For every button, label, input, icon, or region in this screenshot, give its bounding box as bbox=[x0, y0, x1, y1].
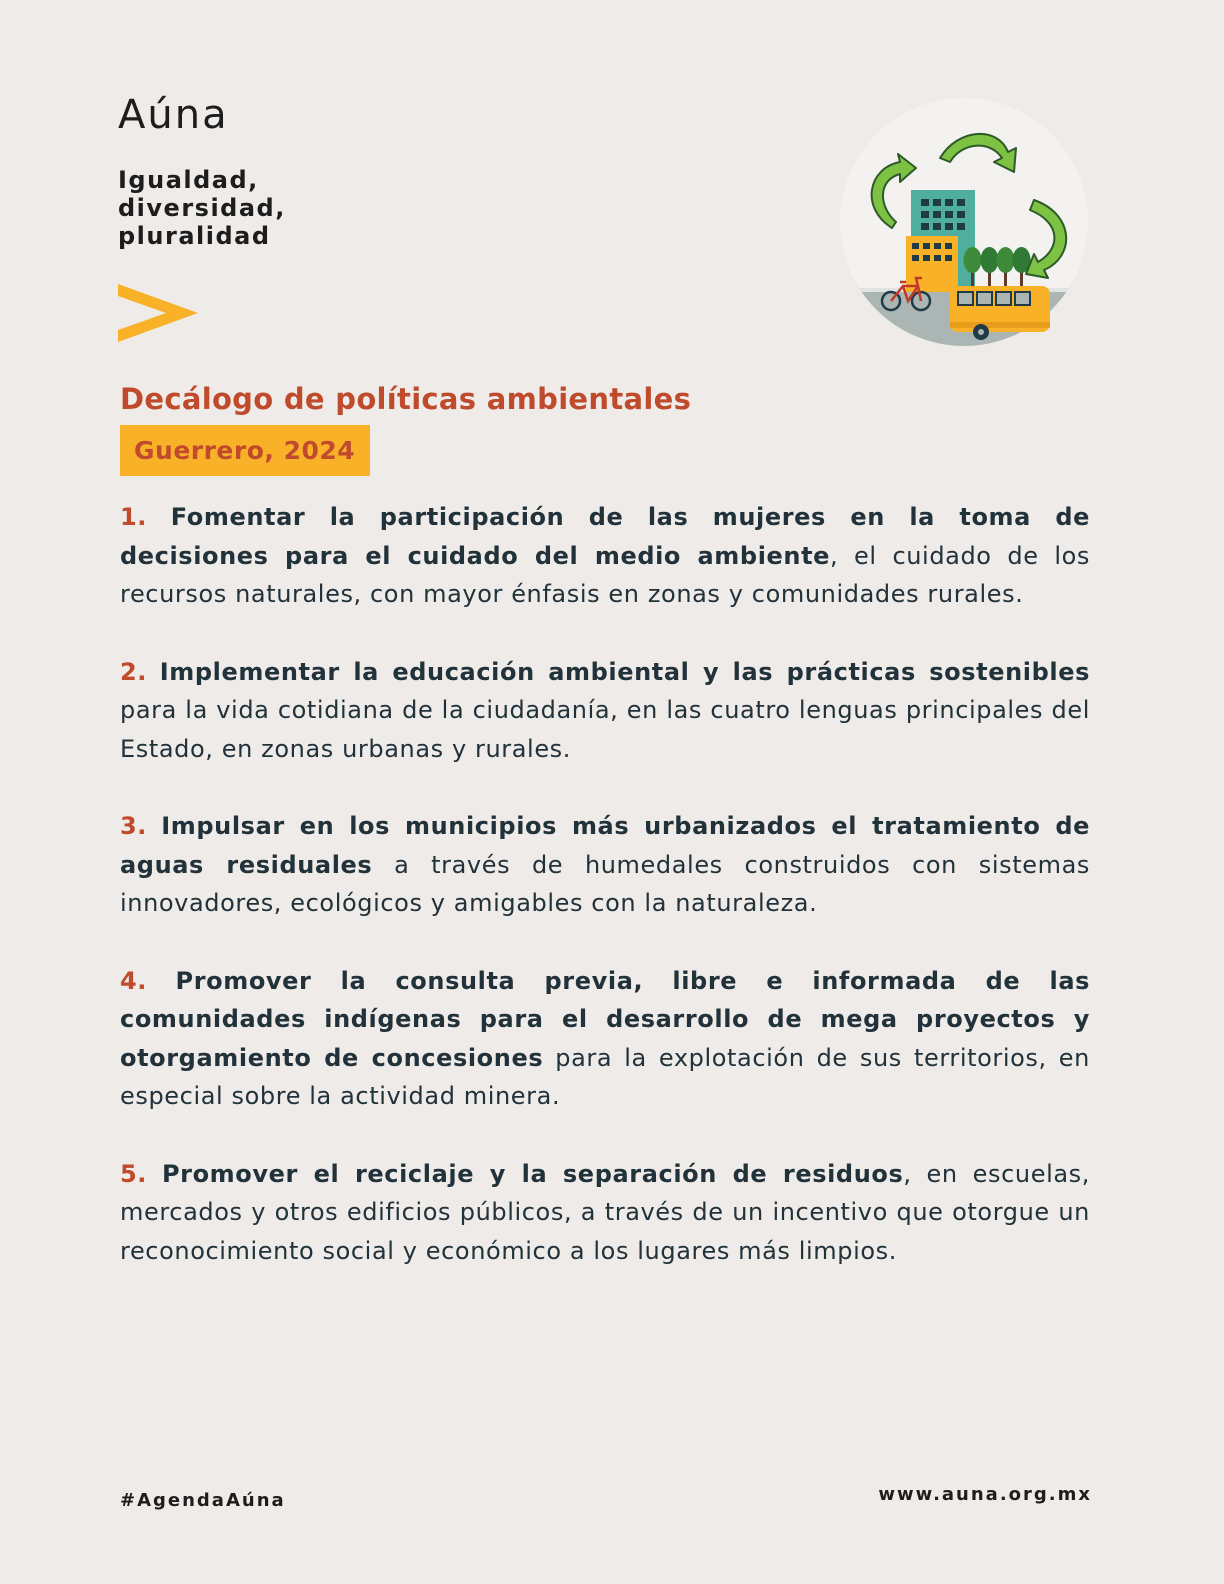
list-item bbox=[120, 962, 1090, 1116]
item-heading: Impulsar en los municipios más urbanizados el tratamiento de aguas residuales bbox=[120, 812, 1090, 879]
footer-hashtag: #AgendaAúna bbox=[120, 1490, 286, 1511]
list-item bbox=[120, 498, 1090, 614]
brand-tagline bbox=[118, 166, 378, 250]
item-number: 4. bbox=[120, 966, 148, 995]
tagline-line: diversidad, bbox=[118, 194, 286, 222]
page-title: Decálogo de políticas ambientales bbox=[120, 382, 692, 416]
item-number: 1. bbox=[120, 503, 148, 531]
item-text: para la explotación de sus territorios, en especial sobre la actividad minera. bbox=[120, 1043, 1090, 1110]
list-item bbox=[120, 807, 1090, 923]
chevron-right-icon bbox=[118, 284, 198, 344]
item-heading: Promover el reciclaje y la separación de residuos bbox=[161, 1159, 904, 1188]
item-text: , en escuelas, mercados y otros edificios públicos, a través de un incentivo que otorgue un reconocimiento social y económico a los lugares más limpios. bbox=[120, 1159, 1090, 1265]
item-text: , el cuidado de los recursos naturales, con mayor énfasis en zonas y comunidades rurales. bbox=[120, 541, 1090, 608]
item-text: a través de humedales construidos con sistemas innovadores, ecológicos y amigables con la naturaleza. bbox=[120, 850, 1090, 917]
list-item bbox=[120, 653, 1090, 769]
list-item bbox=[120, 1155, 1090, 1271]
item-number: 2. bbox=[120, 657, 148, 686]
item-number: 3. bbox=[120, 812, 148, 840]
page-subtitle: Guerrero, 2024 bbox=[120, 425, 370, 476]
item-heading: Promover la consulta previa, libre e informada de las comunidades indígenas para el desarrollo de mega proyectos y otorgamiento de concesiones bbox=[120, 966, 1090, 1072]
policy-list bbox=[120, 498, 1090, 1309]
footer-website-link[interactable]: www.auna.org.mx bbox=[878, 1484, 1092, 1505]
sustainable-city-recycle-icon bbox=[838, 98, 1090, 350]
brand-logo: Aúna bbox=[118, 92, 229, 138]
item-number: 5. bbox=[120, 1159, 148, 1188]
tagline-line: Igualdad, bbox=[118, 166, 259, 194]
item-heading: Implementar la educación ambiental y las prácticas sostenibles bbox=[159, 657, 1090, 686]
item-text: para la vida cotidiana de la ciudadanía, en las cuatro lenguas principales del Estado, en zonas urbanas y rurales. bbox=[120, 696, 1090, 763]
item-heading: Fomentar la participación de las mujeres en la toma de decisiones para el cuidado del medio ambiente bbox=[120, 503, 1091, 570]
tagline-line: pluralidad bbox=[118, 222, 271, 250]
